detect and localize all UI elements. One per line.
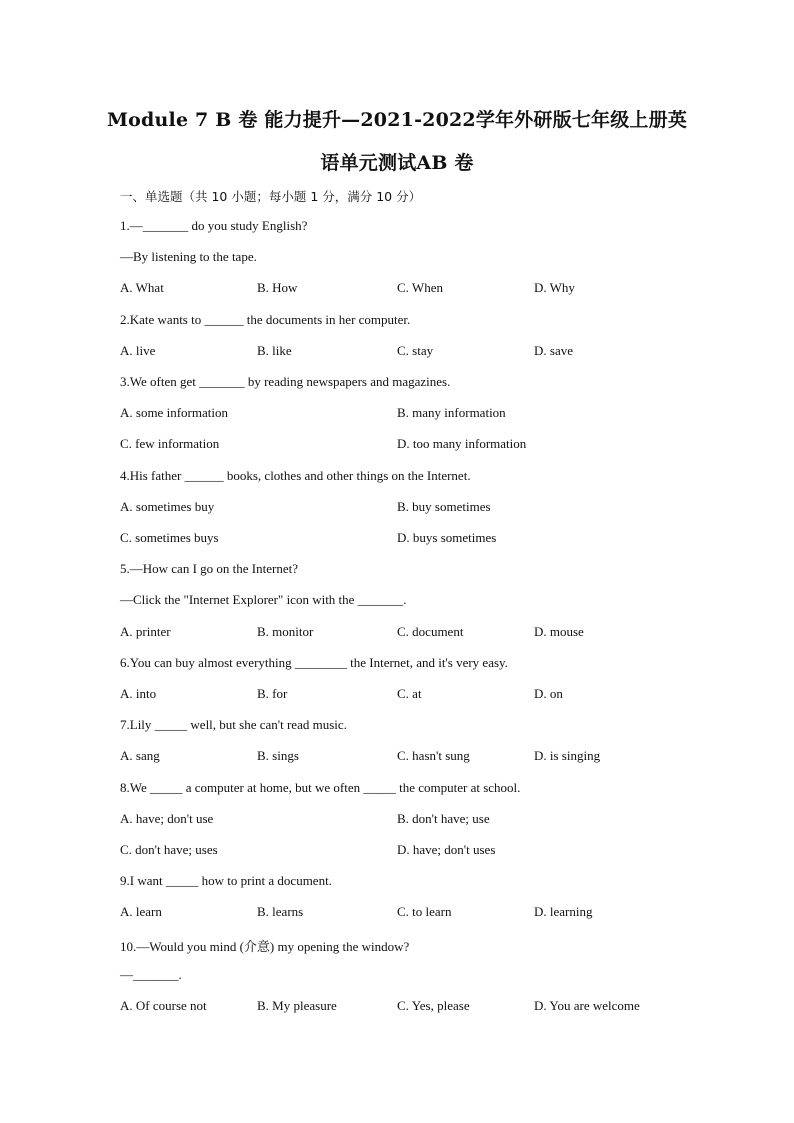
question-10-option-a: A. Of course not — [120, 998, 207, 1013]
question-7-option-c: C. hasn't sung — [397, 748, 470, 763]
question-3-option-b: B. many information — [397, 405, 506, 420]
question-7-option-b: B. sings — [257, 748, 299, 763]
question-1-option-b: B. How — [257, 280, 298, 295]
question-6-option-a: A. into — [120, 686, 157, 701]
question-2-option-b: B. like — [257, 343, 292, 358]
question-8-stem: 8.We _____ a computer at home, but we often _____ the computer at school. — [120, 780, 521, 795]
question-5-option-b: B. monitor — [257, 624, 314, 639]
question-2-stem: 2.Kate wants to ______ the documents in her computer. — [120, 312, 411, 327]
question-3-option-d: D. too many information — [397, 436, 527, 451]
question-6-stem: 6.You can buy almost everything ________ the Internet, and it's very easy. — [120, 655, 508, 670]
question-6-option-b: B. for — [257, 686, 288, 701]
question-1-option-c: C. When — [397, 280, 443, 295]
question-2-option-c: C. stay — [397, 343, 434, 358]
question-10-option-c: C. Yes, please — [397, 998, 470, 1013]
section-heading: 一、单选题（共 10 小题；每小题 1 分，满分 10 分） — [120, 189, 422, 204]
question-1-stem: 1.—_______ do you study English? — [120, 218, 308, 233]
question-3-stem: 3.We often get _______ by reading newspapers and magazines. — [120, 374, 451, 389]
question-4-option-b: B. buy sometimes — [397, 499, 491, 514]
question-8-option-b: B. don't have; use — [397, 811, 490, 826]
question-4-option-a: A. sometimes buy — [120, 499, 215, 514]
question-3-option-c: C. few information — [120, 436, 220, 451]
question-8-option-c: C. don't have; uses — [120, 842, 218, 857]
question-9-option-d: D. learning — [534, 904, 593, 919]
question-6-option-c: C. at — [397, 686, 422, 701]
question-10-option-d: D. You are welcome — [534, 998, 640, 1013]
question-1-option-d: D. Why — [534, 280, 575, 295]
question-7-option-d: D. is singing — [534, 748, 601, 763]
question-5-answer-line: —Click the "Internet Explorer" icon with the _______. — [120, 592, 407, 607]
question-4-option-d: D. buys sometimes — [397, 530, 497, 545]
question-9-option-a: A. learn — [120, 904, 162, 919]
question-5-stem: 5.—How can I go on the Internet? — [120, 561, 298, 576]
question-2-option-d: D. save — [534, 343, 573, 358]
question-2-option-a: A. live — [120, 343, 156, 358]
question-1-option-a: A. What — [120, 280, 164, 295]
question-10-answer-line: —_______. — [120, 967, 182, 982]
question-5-option-c: C. document — [397, 624, 464, 639]
question-7-option-a: A. sang — [120, 748, 160, 763]
question-4-option-c: C. sometimes buys — [120, 530, 219, 545]
question-9-option-c: C. to learn — [397, 904, 452, 919]
question-8-option-d: D. have; don't uses — [397, 842, 496, 857]
question-10-stem: 10.—Would you mind (介意) my opening the window? — [120, 939, 410, 954]
document-title-line-2: 语单元测试AB 卷 — [320, 152, 474, 174]
question-3-option-a: A. some information — [120, 405, 228, 420]
document-title-line-1: Module 7 B 卷 能力提升—2021-2022学年外研版七年级上册英 — [106, 109, 688, 131]
question-8-option-a: A. have; don't use — [120, 811, 214, 826]
question-9-stem: 9.I want _____ how to print a document. — [120, 873, 332, 888]
question-1-answer-line: —By listening to the tape. — [120, 249, 257, 264]
question-5-option-a: A. printer — [120, 624, 171, 639]
question-4-stem: 4.His father ______ books, clothes and other things on the Internet. — [120, 468, 471, 483]
question-10-option-b: B. My pleasure — [257, 998, 337, 1013]
question-7-stem: 7.Lily _____ well, but she can't read music. — [120, 717, 347, 732]
question-6-option-d: D. on — [534, 686, 563, 701]
question-5-option-d: D. mouse — [534, 624, 584, 639]
question-9-option-b: B. learns — [257, 904, 304, 919]
